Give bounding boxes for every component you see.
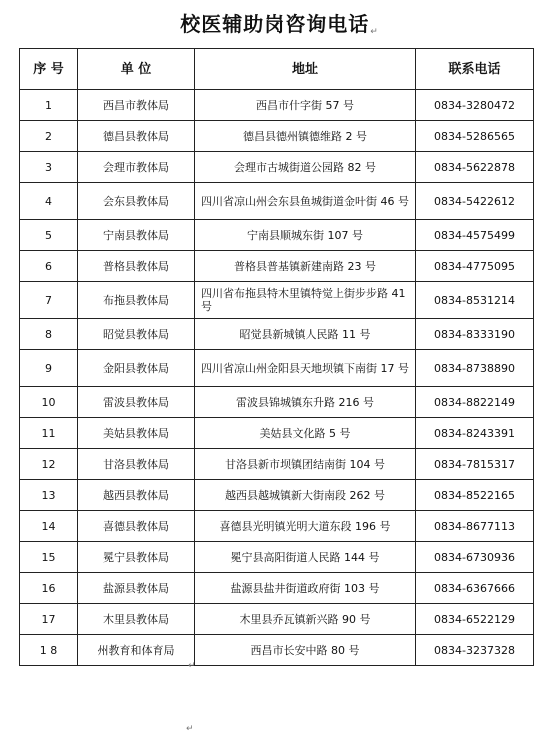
table-row (20, 319, 534, 350)
row-unit: 喜德县教体局 (78, 511, 195, 542)
row-address: 冕宁县高阳街道人民路 144 号 (195, 542, 416, 573)
table-row (20, 152, 534, 183)
row-index: 6 (20, 251, 78, 282)
row-index: 3 (20, 152, 78, 183)
row-unit: 普格县教体局 (78, 251, 195, 282)
row-index: 11 (20, 418, 78, 449)
row-unit: 冕宁县教体局 (78, 542, 195, 573)
row-unit: 会理市教体局 (78, 152, 195, 183)
row-unit: 西昌市教体局 (78, 90, 195, 121)
document-title-text: 校医辅助岗咨询电话 (180, 12, 370, 36)
row-phone: 0834-5286565 (416, 121, 534, 152)
table-row (20, 350, 534, 387)
row-unit: 德昌县教体局 (78, 121, 195, 152)
row-index: 9 (20, 350, 78, 387)
row-address: 盐源县盐井街道政府街 103 号 (195, 573, 416, 604)
row-address: 越西县越城镇新大街南段 262 号 (195, 480, 416, 511)
row-index: 15 (20, 542, 78, 573)
header-address: 地址 (195, 49, 416, 90)
header-phone: 联系电话 (416, 49, 534, 90)
row-unit: 盐源县教体局 (78, 573, 195, 604)
row-address: 昭觉县新城镇人民路 11 号 (195, 319, 416, 350)
row-index: 14 (20, 511, 78, 542)
row-phone: 0834-8822149 (416, 387, 534, 418)
row-address: 西昌市什字街 57 号 (195, 90, 416, 121)
row-address: 喜德县光明镇光明大道东段 196 号 (195, 511, 416, 542)
row-index: 10 (20, 387, 78, 418)
row-address: 美姑县文化路 5 号 (195, 418, 416, 449)
row-index: 5 (20, 220, 78, 251)
row-phone: 0834-3237328 (416, 635, 534, 666)
table-row (20, 220, 534, 251)
row-address: 普格县普基镇新建南路 23 号 (195, 251, 416, 282)
table-row (20, 183, 534, 220)
row-unit: 会东县教体局 (78, 183, 195, 220)
row-index: 1 8 (20, 635, 78, 666)
row-address: 四川省布拖县特木里镇特觉上街步步路 41 号 (195, 282, 416, 319)
paragraph-return-icon: ↵ (188, 661, 196, 671)
row-phone: 0834-5422612 (416, 183, 534, 220)
table-row (20, 604, 534, 635)
header-index: 序 号 (20, 49, 78, 90)
row-index: 4 (20, 183, 78, 220)
header-unit: 单 位 (78, 49, 195, 90)
row-phone: 0834-8333190 (416, 319, 534, 350)
row-index: 12 (20, 449, 78, 480)
row-phone: 0834-6522129 (416, 604, 534, 635)
table-row (20, 573, 534, 604)
row-index: 13 (20, 480, 78, 511)
row-phone: 0834-7815317 (416, 449, 534, 480)
document-title (0, 8, 559, 37)
row-unit: 昭觉县教体局 (78, 319, 195, 350)
row-unit: 木里县教体局 (78, 604, 195, 635)
row-address: 木里县乔瓦镇新兴路 90 号 (195, 604, 416, 635)
row-address: 雷波县锦城镇东升路 216 号 (195, 387, 416, 418)
row-address: 四川省凉山州金阳县天地坝镇下南街 17 号 (195, 350, 416, 387)
row-unit: 甘洛县教体局 (78, 449, 195, 480)
table-row (20, 121, 534, 152)
row-phone: 0834-8243391 (416, 418, 534, 449)
table-row (20, 90, 534, 121)
row-phone: 0834-6730936 (416, 542, 534, 573)
row-unit: 越西县教体局 (78, 480, 195, 511)
row-unit: 布拖县教体局 (78, 282, 195, 319)
table-row (20, 635, 534, 666)
row-unit: 金阳县教体局 (78, 350, 195, 387)
row-phone: 0834-4775095 (416, 251, 534, 282)
table-row (20, 511, 534, 542)
row-phone: 0834-8531214 (416, 282, 534, 319)
row-phone: 0834-8677113 (416, 511, 534, 542)
row-index: 16 (20, 573, 78, 604)
row-address: 宁南县顺城东街 107 号 (195, 220, 416, 251)
row-address: 四川省凉山州会东县鱼城街道金叶街 46 号 (195, 183, 416, 220)
table-row (20, 282, 534, 319)
table-row (20, 387, 534, 418)
paragraph-return-icon: ↵ (186, 724, 194, 734)
row-address: 西昌市长安中路 80 号 (195, 635, 416, 666)
row-address: 会理市古城街道公园路 82 号 (195, 152, 416, 183)
paragraph-return-icon: ↵ (370, 27, 379, 37)
row-phone: 0834-8738890 (416, 350, 534, 387)
row-unit: 美姑县教体局 (78, 418, 195, 449)
contact-table (19, 48, 534, 666)
row-index: 1 (20, 90, 78, 121)
row-address: 德昌县德州镇德维路 2 号 (195, 121, 416, 152)
row-phone: 0834-6367666 (416, 573, 534, 604)
row-index: 7 (20, 282, 78, 319)
table-header-row (20, 49, 534, 90)
row-address: 甘洛县新市坝镇团结南街 104 号 (195, 449, 416, 480)
table-row (20, 251, 534, 282)
row-unit: 州教育和体育局 (78, 635, 195, 666)
table-row (20, 542, 534, 573)
row-phone: 0834-4575499 (416, 220, 534, 251)
row-unit: 宁南县教体局 (78, 220, 195, 251)
table-row (20, 449, 534, 480)
row-unit: 雷波县教体局 (78, 387, 195, 418)
table-row (20, 480, 534, 511)
row-phone: 0834-8522165 (416, 480, 534, 511)
row-index: 17 (20, 604, 78, 635)
row-phone: 0834-3280472 (416, 90, 534, 121)
row-phone: 0834-5622878 (416, 152, 534, 183)
row-index: 8 (20, 319, 78, 350)
table-row (20, 418, 534, 449)
row-index: 2 (20, 121, 78, 152)
